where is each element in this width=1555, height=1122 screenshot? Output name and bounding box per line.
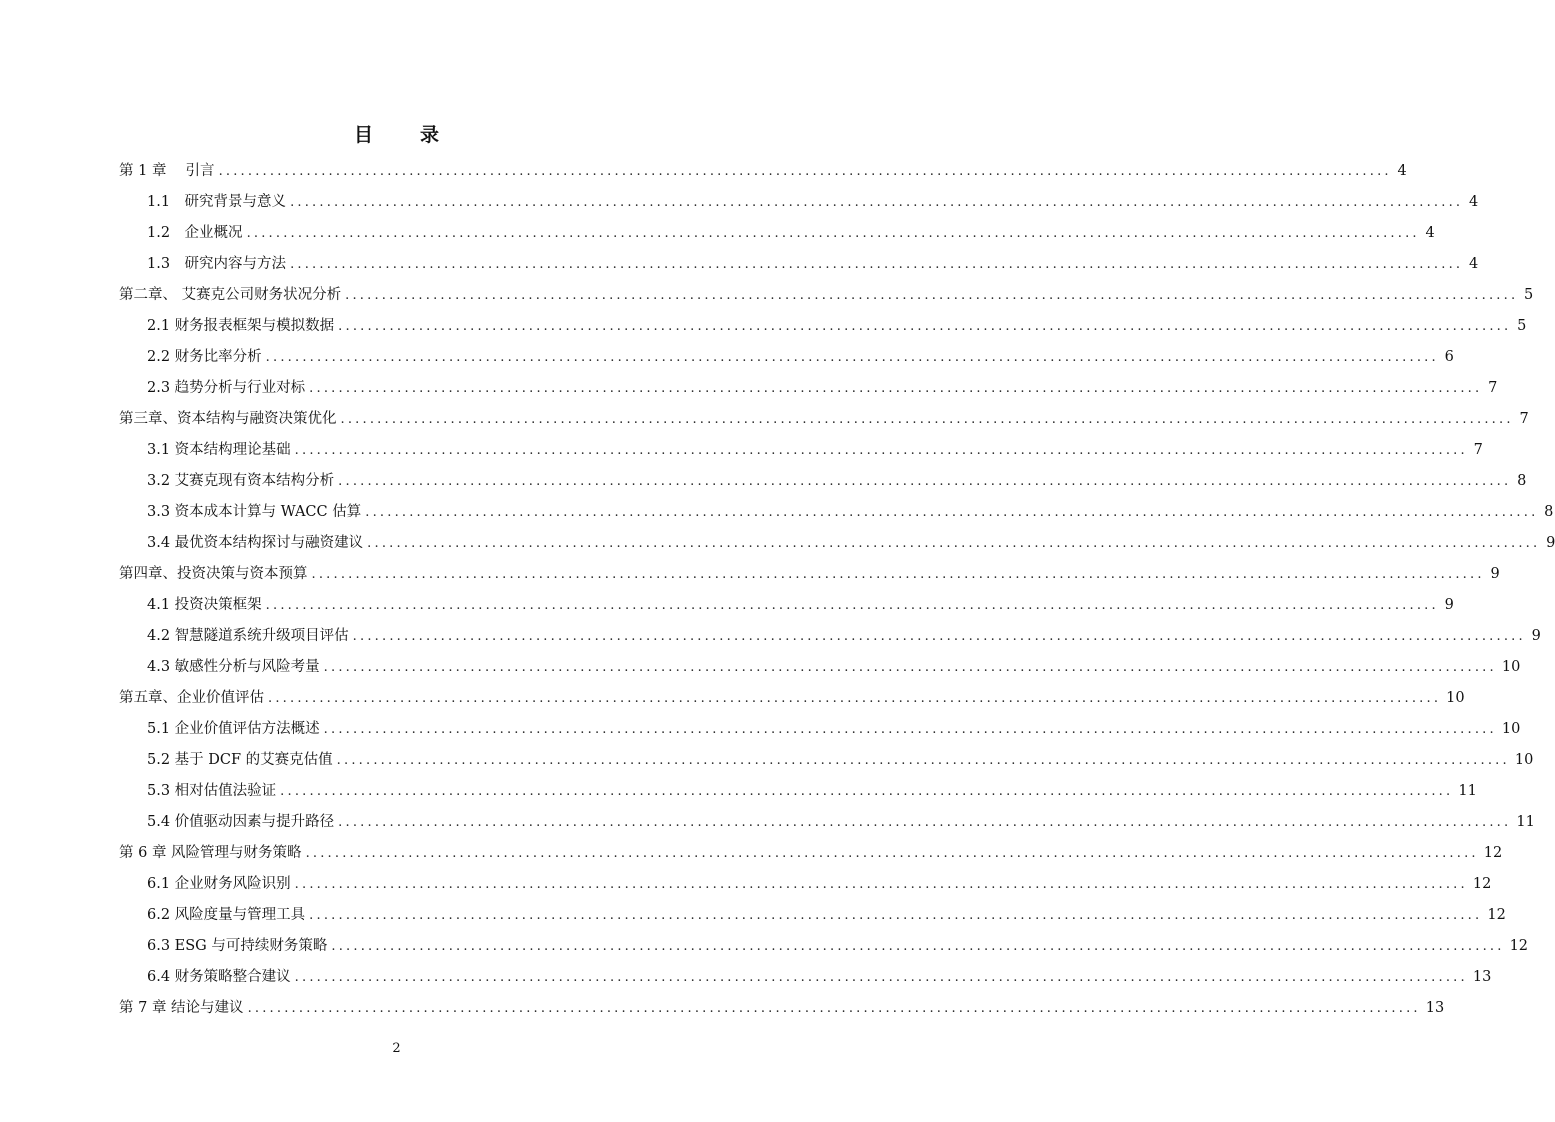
- toc-dot-leader: ................................................................................................................................................................: [294, 970, 1468, 985]
- toc-entry-label: 5.4 价值驱动因素与提升路径: [147, 814, 335, 830]
- toc-entry-label: 3.3 资本成本计算与 WACC 估算: [147, 504, 362, 520]
- toc-section-entry[interactable]: [119, 807, 1535, 838]
- toc-entry-label: 3.2 艾赛克现有资本结构分析: [147, 473, 335, 489]
- toc-dot-leader: ................................................................................................................................................................: [268, 691, 1442, 706]
- toc-entry-page: 11: [1516, 814, 1535, 830]
- toc-entry-page: 7: [1488, 380, 1498, 396]
- toc-entry-label: 2.3 趋势分析与行业对标: [147, 380, 306, 396]
- toc-section-entry[interactable]: [119, 714, 1521, 745]
- toc-entry-page: 4: [1469, 194, 1479, 210]
- toc-section-entry[interactable]: [119, 931, 1529, 962]
- toc-dot-leader: ................................................................................................................................................................: [218, 164, 1392, 179]
- toc-entry-label: 1.3 研究内容与方法: [147, 256, 287, 272]
- toc-entry-label: 第 7 章 结论与建议: [119, 1000, 244, 1016]
- toc-entry-label: 4.3 敏感性分析与风险考量: [147, 659, 320, 675]
- toc-section-entry[interactable]: [119, 187, 1479, 218]
- toc-dot-leader: ................................................................................................................................................................: [294, 877, 1468, 892]
- toc-entry-label: 5.2 基于 DCF 的艾赛克估值: [147, 752, 333, 768]
- toc-entry-page: 10: [1446, 690, 1465, 706]
- toc-entry-page: 12: [1509, 938, 1529, 954]
- toc-entry-label: 6.2 风险度量与管理工具: [147, 907, 306, 923]
- toc-entry-page: 13: [1425, 1000, 1445, 1016]
- toc-dot-leader: ................................................................................................................................................................: [280, 784, 1454, 799]
- toc-entry-page: 9: [1546, 535, 1555, 551]
- toc-entry-label: 2.2 财务比率分析: [147, 349, 262, 365]
- toc-entry-page: 5: [1524, 287, 1534, 303]
- toc-chapter-entry[interactable]: [119, 683, 1465, 714]
- toc-dot-leader: ................................................................................................................................................................: [294, 443, 1468, 458]
- toc-dot-leader: ................................................................................................................................................................: [290, 195, 1464, 210]
- toc-dot-leader: ................................................................................................................................................................: [345, 288, 1519, 303]
- toc-section-entry[interactable]: [119, 528, 1555, 559]
- toc-section-entry[interactable]: [119, 621, 1541, 652]
- toc-entry-label: 1.2 企业概况: [147, 225, 243, 241]
- toc-dot-leader: ................................................................................................................................................................: [309, 381, 1483, 396]
- toc-entry-label: 5.3 相对估值法验证: [147, 783, 277, 799]
- toc-entry-label: 6.1 企业财务风险识别: [147, 876, 291, 892]
- toc-chapter-entry[interactable]: [119, 559, 1500, 590]
- toc-dot-leader: ................................................................................................................................................................: [338, 319, 1512, 334]
- toc-entry-page: 12: [1487, 907, 1506, 923]
- toc-dot-leader: ................................................................................................................................................................: [331, 939, 1505, 954]
- toc-entry-page: 10: [1501, 659, 1521, 675]
- toc-entry-page: 6: [1444, 349, 1454, 365]
- toc-entry-label: 第五章、企业价值评估: [119, 690, 264, 706]
- toc-entry-page: 9: [1490, 566, 1500, 582]
- toc-entry-page: 9: [1444, 597, 1454, 613]
- toc-section-entry[interactable]: [119, 590, 1454, 621]
- toc-section-entry[interactable]: [119, 869, 1492, 900]
- toc-entry-page: 12: [1483, 845, 1503, 861]
- toc-chapter-entry[interactable]: [119, 156, 1407, 187]
- toc-entry-page: 13: [1472, 969, 1492, 985]
- toc-entry-page: 4: [1469, 256, 1479, 272]
- toc-entry-label: 第二章、 艾赛克公司财务状况分析: [119, 287, 342, 303]
- toc-dot-leader: ................................................................................................................................................................: [338, 815, 1512, 830]
- toc-section-entry[interactable]: [119, 218, 1435, 249]
- toc-entry-label: 第三章、资本结构与融资决策优化: [119, 411, 337, 427]
- toc-chapter-entry[interactable]: [119, 993, 1445, 1024]
- toc-dot-leader: ................................................................................................................................................................: [323, 660, 1497, 675]
- toc-entry-page: 7: [1519, 411, 1529, 427]
- toc-entry-label: 第 6 章 风险管理与财务策略: [119, 845, 302, 861]
- toc-entry-label: 6.3 ESG 与可持续财务策略: [147, 938, 328, 954]
- toc-section-entry[interactable]: [119, 962, 1492, 993]
- toc-entry-page: 7: [1473, 442, 1483, 458]
- toc-section-entry[interactable]: [119, 249, 1479, 280]
- toc-entry-label: 3.1 资本结构理论基础: [147, 442, 291, 458]
- toc-dot-leader: ................................................................................................................................................................: [336, 753, 1510, 768]
- toc-dot-leader: ................................................................................................................................................................: [311, 567, 1485, 582]
- toc-dot-leader: ................................................................................................................................................................: [340, 412, 1514, 427]
- toc-entry-page: 8: [1544, 504, 1554, 520]
- toc-dot-leader: ................................................................................................................................................................: [338, 474, 1512, 489]
- toc-section-entry[interactable]: [119, 435, 1483, 466]
- toc-section-entry[interactable]: [119, 342, 1454, 373]
- toc-chapter-entry[interactable]: [119, 404, 1529, 435]
- toc-entry-label: 1.1 研究背景与意义: [147, 194, 287, 210]
- toc-section-entry[interactable]: [119, 373, 1498, 404]
- toc-dot-leader: ................................................................................................................................................................: [323, 722, 1497, 737]
- toc-dot-leader: ................................................................................................................................................................: [305, 846, 1479, 861]
- toc-dot-leader: ................................................................................................................................................................: [309, 908, 1483, 923]
- toc-entry-page: 10: [1501, 721, 1521, 737]
- page-number: 2: [392, 1041, 401, 1056]
- toc-section-entry[interactable]: [119, 745, 1534, 776]
- toc-section-entry[interactable]: [119, 900, 1506, 931]
- toc-dot-leader: ................................................................................................................................................................: [367, 536, 1541, 551]
- toc-entry-page: 5: [1517, 318, 1527, 334]
- toc-entry-page: 4: [1425, 225, 1435, 241]
- table-of-contents: [119, 156, 1555, 1024]
- toc-section-entry[interactable]: [119, 311, 1527, 342]
- toc-chapter-entry[interactable]: [119, 280, 1534, 311]
- toc-entry-label: 2.1 财务报表框架与模拟数据: [147, 318, 335, 334]
- toc-entry-page: 8: [1517, 473, 1527, 489]
- toc-entry-page: 9: [1531, 628, 1541, 644]
- toc-dot-leader: ................................................................................................................................................................: [265, 350, 1439, 365]
- toc-entry-page: 4: [1397, 163, 1407, 179]
- toc-section-entry[interactable]: [119, 497, 1554, 528]
- toc-dot-leader: ................................................................................................................................................................: [352, 629, 1526, 644]
- toc-entry-label: 第 1 章 引言: [119, 163, 215, 179]
- toc-chapter-entry[interactable]: [119, 838, 1503, 869]
- toc-entry-label: 6.4 财务策略整合建议: [147, 969, 291, 985]
- toc-entry-page: 11: [1458, 783, 1477, 799]
- toc-entry-page: 12: [1472, 876, 1492, 892]
- toc-section-entry[interactable]: [119, 466, 1527, 497]
- toc-entry-label: 5.1 企业价值评估方法概述: [147, 721, 320, 737]
- toc-section-entry[interactable]: [119, 652, 1521, 683]
- toc-dot-leader: ................................................................................................................................................................: [290, 257, 1464, 272]
- toc-entry-page: 10: [1514, 752, 1534, 768]
- toc-dot-leader: ................................................................................................................................................................: [365, 505, 1539, 520]
- toc-entry-label: 4.2 智慧隧道系统升级项目评估: [147, 628, 349, 644]
- toc-entry-label: 第四章、投资决策与资本预算: [119, 566, 308, 582]
- toc-dot-leader: ................................................................................................................................................................: [265, 598, 1439, 613]
- page-title: 目 录: [353, 124, 453, 146]
- toc-dot-leader: ................................................................................................................................................................: [247, 1001, 1421, 1016]
- toc-entry-label: 4.1 投资决策框架: [147, 597, 262, 613]
- toc-entry-label: 3.4 最优资本结构探讨与融资建议: [147, 535, 364, 551]
- toc-dot-leader: ................................................................................................................................................................: [246, 226, 1420, 241]
- toc-section-entry[interactable]: [119, 776, 1477, 807]
